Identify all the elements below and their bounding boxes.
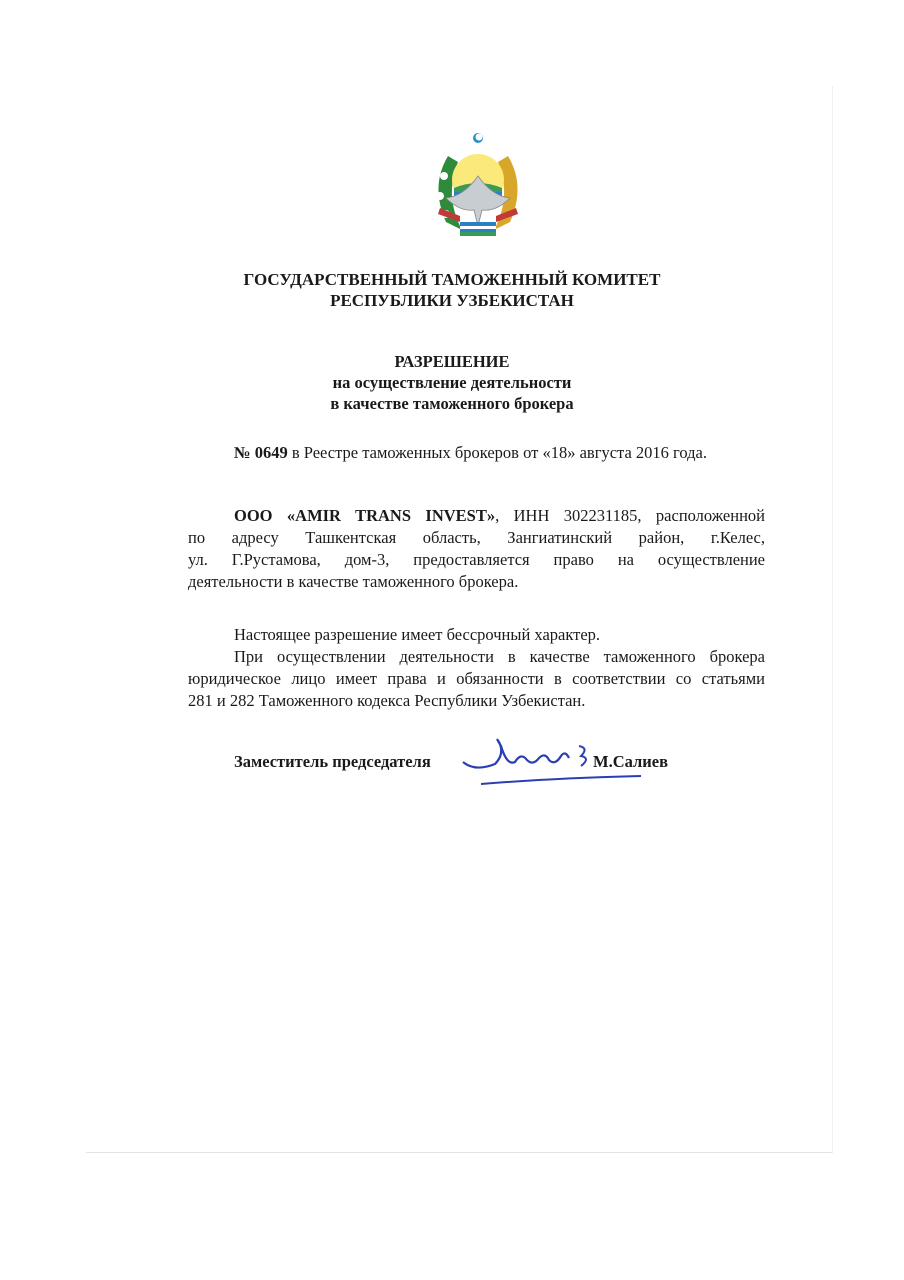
document-subtitle-1: на осуществление деятельности (332, 373, 572, 392)
registry-text: в Реестре таможенных брокеров от «18» августа 2016 года. (287, 443, 708, 462)
signatory-name: М.Салиев (593, 752, 669, 771)
terms-line-1: Настоящее разрешение имеет бессрочный характер. (234, 625, 601, 644)
terms-line-3: юридическое лицо имеет права и обязанности в соответствии со статьями (188, 669, 765, 688)
grant-line-1: , ИНН 302231185, расположенной (495, 506, 765, 525)
state-emblem (424, 126, 532, 242)
document-page (86, 86, 833, 1153)
issuer-line-1: ГОСУДАРСТВЕННЫЙ ТАМОЖЕННЫЙ КОМИТЕТ (243, 270, 661, 289)
grant-paragraph (188, 505, 765, 593)
signatory-position: Заместитель председателя (234, 752, 431, 771)
terms-line-2: При осуществлении деятельности в качестве таможенного брокера (234, 647, 765, 666)
document-subtitle-2: в качестве таможенного брокера (330, 394, 574, 413)
document-title: РАЗРЕШЕНИЕ (394, 352, 510, 371)
grant-line-2: по адресу Ташкентская область, Зангиатинский район, г.Келес, (188, 528, 765, 547)
grant-line-3: ул. Г.Рустамова, дом-3, предоставляется право на осуществление (188, 550, 765, 569)
registry-number: № 0649 (234, 443, 288, 462)
registry-line (234, 443, 707, 463)
terms-paragraph (188, 624, 765, 712)
grant-line-4: деятельности в качестве таможенного брокера. (188, 572, 519, 591)
company-name: ООО «AMIR TRANS INVEST» (234, 506, 496, 525)
terms-line-4: 281 и 282 Таможенного кодекса Республики Узбекистан. (188, 691, 586, 710)
issuer-line-2: РЕСПУБЛИКИ УЗБЕКИСТАН (330, 291, 574, 310)
